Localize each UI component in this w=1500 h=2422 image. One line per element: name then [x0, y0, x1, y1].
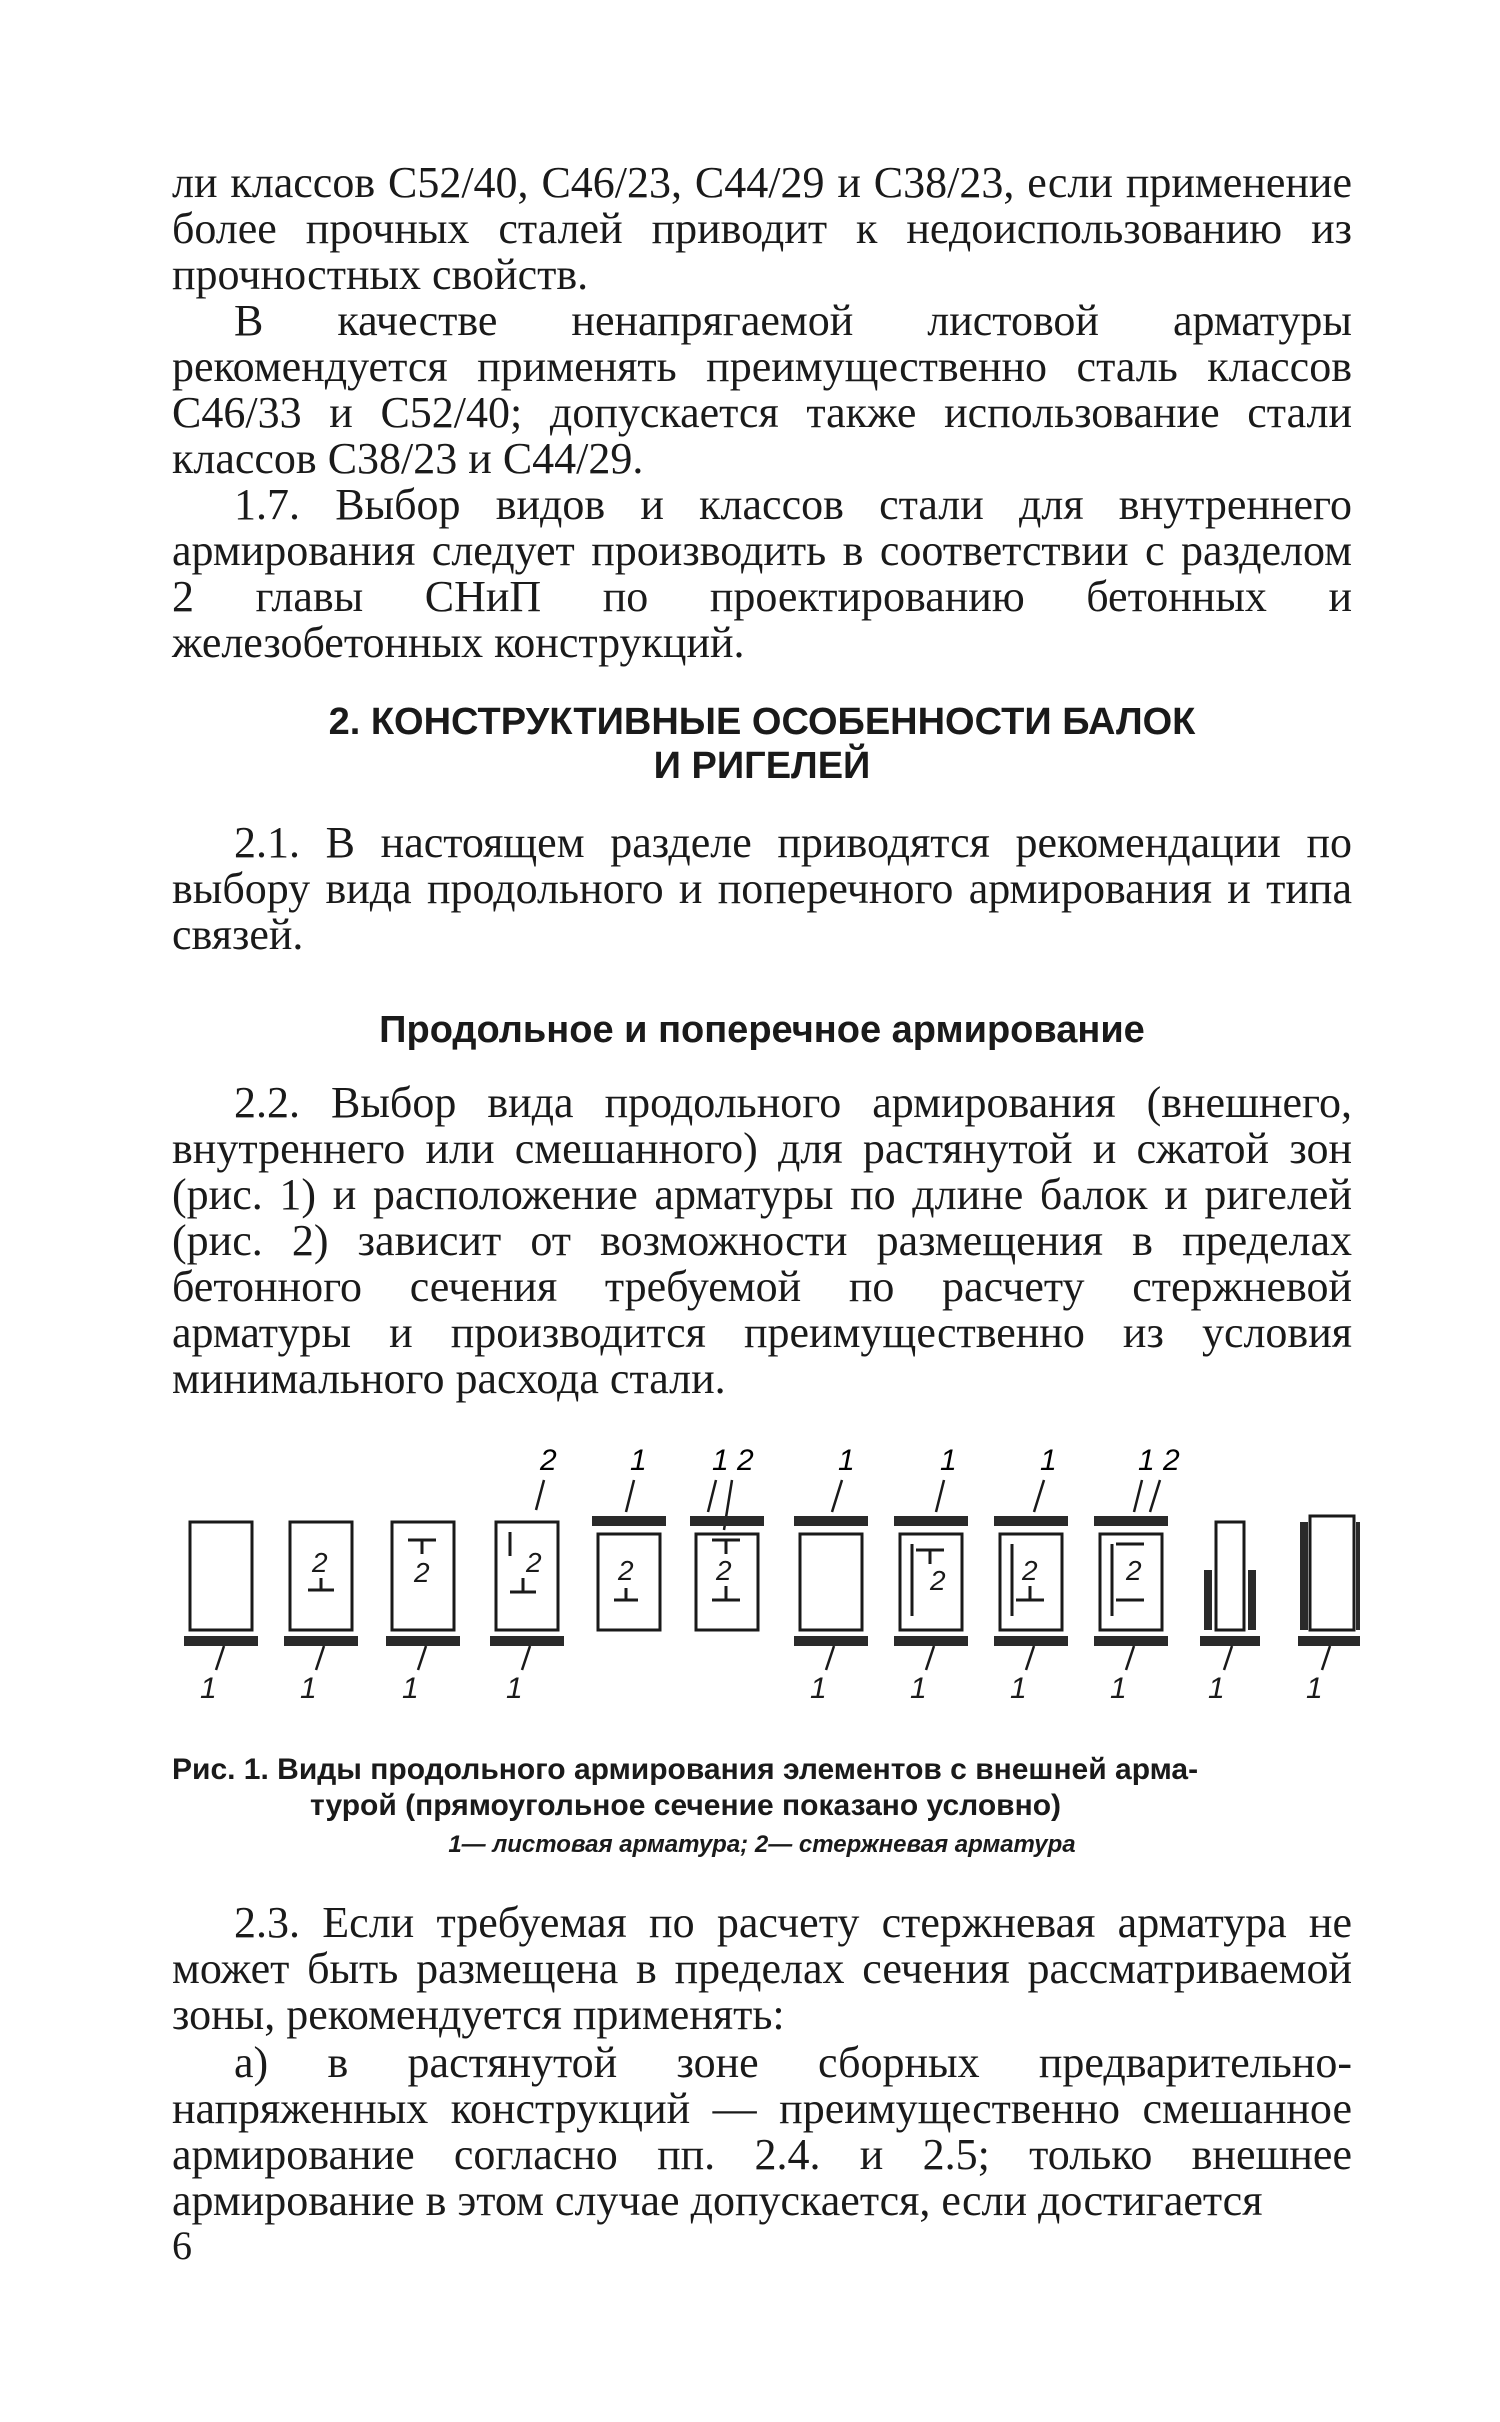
section-rect — [1310, 1516, 1354, 1630]
fig-bottom-label: 1 — [1306, 1672, 1323, 1700]
rod-label: 2 — [312, 1547, 328, 1578]
fig-top-label: 1 — [940, 1444, 957, 1477]
sheet-plate — [794, 1636, 868, 1646]
sheet-plate — [994, 1636, 1068, 1646]
section-2-title-line1: 2. КОНСТРУКТИВНЫЕ ОСОБЕННОСТИ БАЛОК — [328, 701, 1196, 743]
rod-label: 2 — [1126, 1555, 1142, 1586]
sheet-plate — [386, 1636, 460, 1646]
fig-top-label: 1 2 — [712, 1444, 754, 1477]
sheet-plate — [184, 1636, 258, 1646]
sheet-plate — [284, 1636, 358, 1646]
section-2-title-line2: И РИГЕЛЕЙ — [653, 745, 871, 787]
fig-bottom-label: 1 — [910, 1672, 927, 1700]
paragraph-2-1: 2.1. В настоящем разделе приводятся рекомендации по выбору вида продольного и поперечного армирования и типа связей. — [172, 818, 1352, 959]
figure-1-legend: 1— листовая арматура; 2— стержневая арматура — [448, 1831, 1076, 1858]
subheading-reinforcement: Продольное и поперечное армирование — [379, 1009, 1145, 1051]
sheet-plate — [1200, 1636, 1260, 1646]
sheet-plate — [1094, 1516, 1168, 1526]
sheet-plate — [592, 1516, 666, 1526]
paragraph-sheet-reinforcement: В качестве ненапрягаемой листовой арматуры рекомендуется применять преимущественно сталь классов С46/33 и С52/40; допускается также использование стали классов С38/23 и С44/29. — [172, 296, 1352, 483]
sheet-plate — [894, 1636, 968, 1646]
fig-bottom-label: 1 — [300, 1672, 317, 1700]
fig-top-label: 1 — [838, 1444, 855, 1477]
rod-label: 2 — [1022, 1555, 1038, 1586]
rod-label: 2 — [414, 1557, 430, 1588]
sheet-plate — [1356, 1522, 1360, 1630]
rod-label: 2 — [526, 1547, 542, 1578]
sheet-plate — [490, 1636, 564, 1646]
fig-top-label: 1 — [630, 1444, 647, 1477]
paragraph-1-7: 1.7. Выбор видов и классов стали для внутреннего армирования следует производить в соответствии с разделом 2 главы СНиП по проектированию бетонных и железобетонных конструкций. — [172, 480, 1352, 667]
fig-bottom-label: 1 — [200, 1672, 217, 1700]
fig-top-label: 2 — [540, 1444, 557, 1477]
sheet-plate — [1298, 1636, 1360, 1646]
fig-top-label: 1 — [1040, 1444, 1057, 1477]
sheet-plate — [690, 1516, 764, 1526]
page-number: 6 — [172, 2223, 192, 2268]
rod-label: 2 — [930, 1565, 946, 1596]
fig-bottom-label: 1 — [1208, 1672, 1225, 1700]
sheet-plate — [1204, 1570, 1212, 1630]
fig-bottom-label: 1 — [506, 1672, 523, 1700]
section-rect — [190, 1522, 252, 1630]
paragraph-2-3-a: а) в растянутой зоне сборных предварительно-напряженных конструкций — преимущественно смешанное армирование согласно пп. 2.4. и 2.5; только внешнее армирование в этом случае допускается, если достигается — [172, 2038, 1352, 2225]
paragraph-2-3: 2.3. Если требуемая по расчету стержневая арматура не может быть размещена в пределах сечения рассматриваемой зоны, рекомендуется применять: — [172, 1898, 1352, 2039]
fig-top-label: 1 2 — [1138, 1444, 1180, 1477]
figure-1-caption — [172, 1752, 1372, 1824]
caption-line-2: турой (прямоугольное сечение показано условно) — [310, 1789, 1062, 1822]
sheet-plate — [794, 1516, 868, 1526]
rod-label: 2 — [716, 1555, 732, 1586]
sheet-plate — [894, 1516, 968, 1526]
sheet-plate — [1094, 1636, 1168, 1646]
caption-line-1: Рис. 1. Виды продольного армирования элементов с внешней арма- — [172, 1753, 1199, 1786]
fig-bottom-label: 1 — [1010, 1672, 1027, 1700]
paragraph-steel-classes: ли классов С52/40, С46/23, С44/29 и С38/23, если применение более прочных сталей приводит к недоиспользованию из прочностных свойств. — [172, 158, 1352, 299]
figure-1-sections — [160, 1440, 1360, 1700]
sheet-plate — [1248, 1570, 1256, 1630]
section-rect — [800, 1534, 862, 1630]
paragraph-2-2: 2.2. Выбор вида продольного армирования (внешнего, внутреннего или смешанного) для растянутой и сжатой зон (рис. 1) и расположение арматуры по длине балок и ригелей (рис. 2) зависит от возможности размещения в пределах бетонного сечения требуемой по расчету стержневой арматуры и производится преимущественно из условия минимального расхода стали. — [172, 1078, 1352, 1403]
fig-bottom-label: 1 — [1110, 1672, 1127, 1700]
rod-label: 2 — [618, 1555, 634, 1586]
sheet-plate — [994, 1516, 1068, 1526]
sheet-plate — [1300, 1522, 1308, 1630]
section-rect — [1216, 1522, 1244, 1630]
fig-bottom-label: 1 — [402, 1672, 419, 1700]
fig-bottom-label: 1 — [810, 1672, 827, 1700]
